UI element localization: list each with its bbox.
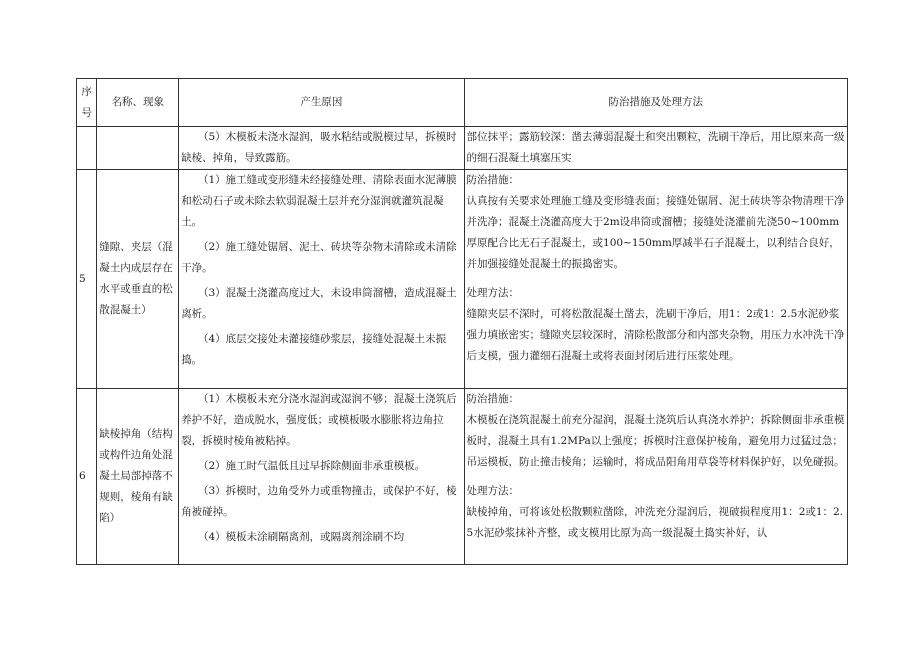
row-name: 缺棱掉角（结构或构件边角处混凝土局部掉落不规则，棱角有缺陷） (97, 389, 179, 565)
fix-heading: 防治措施： (466, 174, 520, 186)
fix-heading: 处理方法： (466, 287, 520, 299)
row-causes (179, 389, 464, 565)
header-index: 序号 (77, 79, 97, 127)
fix-item: 认真按有关要求处理施工缝及变形缝表面；接缝处锯屑、泥土砖块等杂物清理干净并洗净；混凝土浇灌高度大于2m设串筒或溜槽；接缝处浇灌前先浇50~100mm厚原配合比无石子混凝土，或100~150mm厚减半石子混凝土，以利结合良好，并加强接缝处混凝土的振捣密实。 (466, 195, 845, 270)
cause-item: （4）底层交接处未灌接缝砂浆层，接缝处混凝土未振捣。 (181, 333, 447, 366)
row-name: 缝隙、夹层（混凝土内成层存在水平或垂直的松散混凝土） (97, 170, 179, 389)
header-name: 名称、现象 (97, 79, 179, 127)
cause-item: （4）模板未涂刷隔离剂，或隔离剂涂刷不均 (197, 531, 405, 543)
fix-heading: 防治措施： (466, 393, 520, 405)
cause-item: （3）拆模时，边角受外力或重物撞击，或保护不好，棱角被碰掉。 (181, 485, 457, 518)
table-row-6 (77, 389, 848, 565)
cause-item: （3）混凝土浇灌高度过大，未设串筒溜槽，造成混凝土离析。 (181, 287, 457, 320)
fix-heading: 处理方法： (466, 485, 520, 497)
header-fix: 防治措施及处理方法 (464, 79, 847, 127)
fix-item: 缝隙夹层不深时，可将松散混凝土凿去，洗刷干净后，用1：2或1：2.5水泥砂浆强力填嵌密实；缝隙夹层较深时，清除松散部分和内部夹杂物，用压力水冲洗干净后支模，强力灌细石混凝土或将表面封闭后进行压浆处理。 (466, 308, 845, 362)
construction-defects-table (76, 78, 848, 565)
cause-item: （2）施工缝处锯屑、泥土、砖块等杂物未清除或未清除干净。 (181, 241, 457, 274)
row-index: 6 (77, 389, 97, 565)
row-fixes (464, 389, 847, 565)
cause-item: （5）木模板未浇水湿润，吸水粘结或脱模过早，拆模时缺棱、掉角，导致露筋。 (181, 131, 457, 164)
fix-item: 缺棱掉角，可将该处松散颗粒凿除，冲洗充分湿润后，视破损程度用1：2或1：2.5水泥砂浆抹补齐整，或支模用比原为高一级混凝土捣实补好，认 (466, 506, 844, 539)
table-header-row (77, 79, 848, 127)
row-fixes (464, 170, 847, 389)
cause-item: （1）木模板未充分浇水湿润或湿润不够；混凝土浇筑后养护不好，造成脱水，强度低；或模板吸水膨胀将边角拉裂，拆模时棱角被粘掉。 (181, 393, 457, 447)
fix-item: 部位抹平；露筋较深：凿去薄弱混凝土和突出颗粒，洗刷干净后，用比原来高一级的细石混凝土填塞压实 (466, 131, 845, 164)
cause-item: （2）施工时气温低且过早拆除侧面非承重模板。 (197, 460, 426, 472)
fix-item: 木模板在浇筑混凝土前充分湿润，混凝土浇筑后认真浇水养护；拆除侧面非承重模板时，混凝土具有1.2MPa以上强度；拆模时注意保护棱角，避免用力过猛过急；吊运模板，防止撞击棱角；运输时，将成品阳角用草袋等材料保护好，以免碰损。 (466, 414, 845, 468)
row-index: 5 (77, 170, 97, 389)
row-causes (179, 127, 464, 170)
row-fixes (464, 127, 847, 170)
table-row-continued (77, 127, 848, 170)
table-row-5 (77, 170, 848, 389)
row-name (97, 127, 179, 170)
row-causes (179, 170, 464, 389)
row-index (77, 127, 97, 170)
header-cause: 产生原因 (179, 79, 464, 127)
cause-item: （1）施工缝或变形缝未经接缝处理、清除表面水泥薄膜和松动石子或未除去软弱混凝土层并充分湿润就灌筑混凝土。 (181, 174, 457, 228)
